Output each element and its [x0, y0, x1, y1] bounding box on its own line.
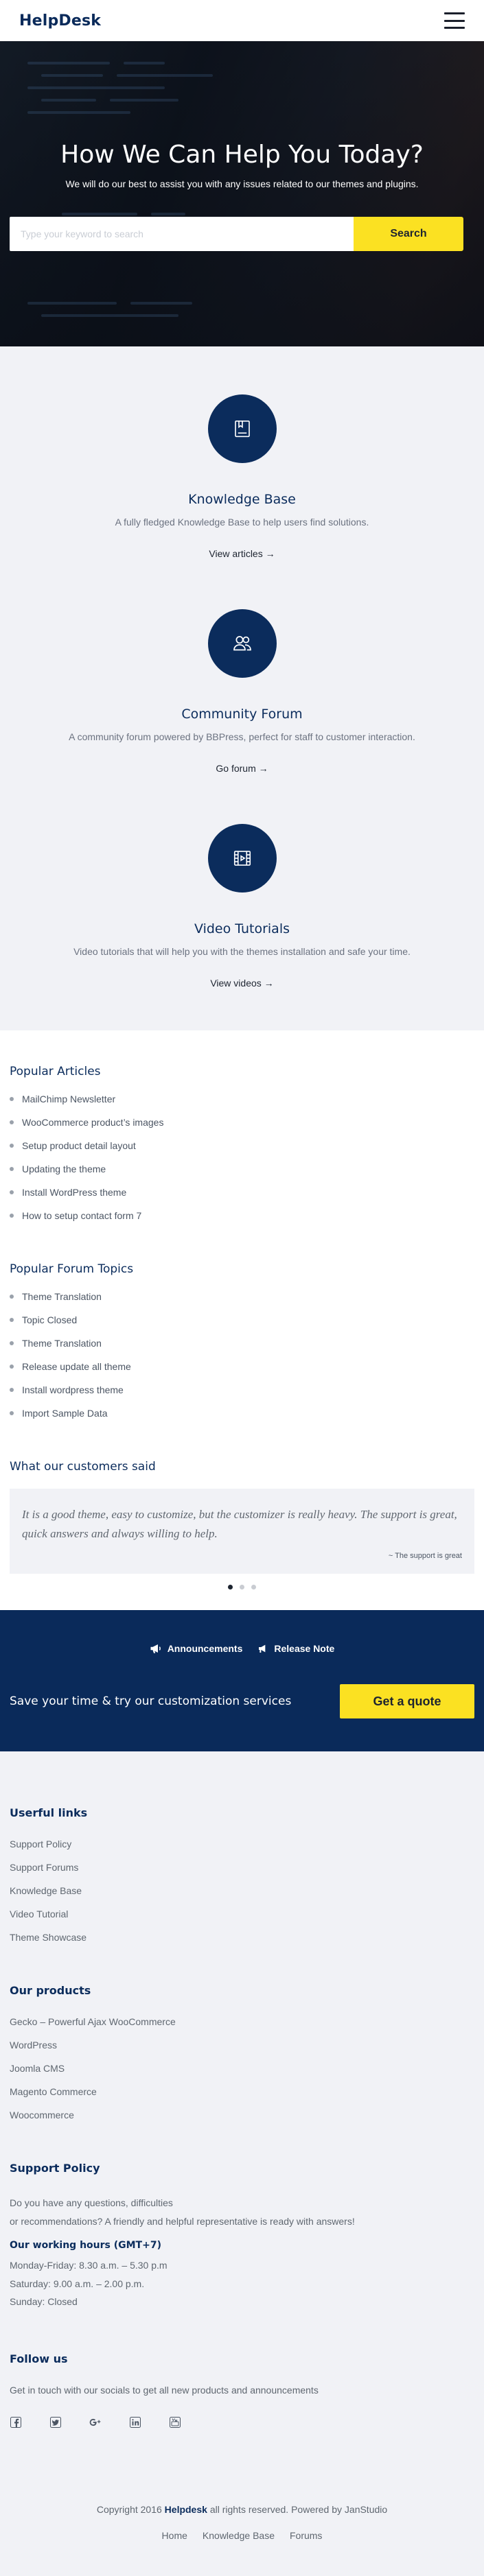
- testimonials-heading: What our customers said: [10, 1460, 156, 1474]
- hours-line: Saturday: 9.00 a.m. – 2.00 p.m.: [10, 2278, 145, 2289]
- go-forum-link[interactable]: Go forum →: [216, 763, 268, 774]
- megaphone-icon: [150, 1643, 162, 1654]
- working-hours: [10, 2256, 474, 2311]
- hours-line: Monday-Friday: 8.30 a.m. – 5.30 p.m: [10, 2260, 168, 2271]
- bottom-nav: [10, 2530, 474, 2541]
- list-item[interactable]: Install wordpress theme: [10, 1384, 474, 1395]
- follow-heading: Follow us: [10, 2352, 68, 2366]
- search-bar: [10, 217, 463, 251]
- list-item[interactable]: How to setup contact form 7: [10, 1210, 474, 1221]
- announcements-link[interactable]: Announcements: [150, 1643, 243, 1654]
- bottom-nav-knowledge-base[interactable]: Knowledge Base: [202, 2530, 275, 2542]
- useful-links-list: [10, 1839, 474, 1943]
- feature-community-forum: [0, 609, 484, 775]
- testimonial-author: ~ The support is great: [388, 1552, 462, 1561]
- popular-topics-list: [10, 1291, 474, 1419]
- footer-link[interactable]: Magento Commerce: [10, 2086, 97, 2098]
- hero-subtitle: We will do our best to assist you with any issues related to our themes and plugins.: [65, 178, 419, 189]
- carousel-dot[interactable]: [251, 1585, 256, 1590]
- feature-title: Community Forum: [181, 707, 303, 722]
- list-item[interactable]: Updating the theme: [10, 1163, 474, 1174]
- bullhorn-icon: [257, 1643, 268, 1654]
- testimonial-quote: It is a good theme, easy to customize, but the customizer is really heavy. The support is great, quick answers and always willing to help.: [22, 1508, 457, 1541]
- feature-video-tutorials: [0, 824, 484, 989]
- list-item[interactable]: Release update all theme: [10, 1361, 474, 1372]
- footer-link[interactable]: Gecko – Powerful Ajax WooCommerce: [10, 2016, 176, 2028]
- facebook-icon[interactable]: [10, 2416, 22, 2429]
- list-item[interactable]: Topic Closed: [10, 1314, 474, 1325]
- cta-links: [10, 1643, 474, 1654]
- cta-text: Save your time & try our customization services: [10, 1694, 292, 1709]
- footer-link[interactable]: Theme Showcase: [10, 1932, 87, 1943]
- bottom-nav-home[interactable]: Home: [161, 2530, 187, 2542]
- support-text: or recommendations? A friendly and helpful representative is ready with answers!: [10, 2215, 355, 2227]
- linkedin-icon[interactable]: [129, 2416, 141, 2429]
- carousel-dot[interactable]: [240, 1585, 244, 1590]
- search-input[interactable]: [10, 217, 354, 251]
- footer-link[interactable]: Video Tutorial: [10, 1909, 69, 1920]
- support-policy: [10, 2162, 474, 2311]
- get-quote-button[interactable]: Get a quote: [340, 1684, 474, 1718]
- youtube-icon[interactable]: [169, 2416, 181, 2429]
- features-section: [0, 346, 484, 1030]
- menu-icon[interactable]: [444, 12, 465, 29]
- feature-title: Knowledge Base: [188, 492, 296, 507]
- site-footer: [0, 1751, 484, 2568]
- list-item[interactable]: Import Sample Data: [10, 1408, 474, 1419]
- carousel-dot[interactable]: [228, 1585, 233, 1590]
- search-button[interactable]: Search: [354, 217, 463, 251]
- film-icon: [208, 824, 277, 893]
- hours-heading: Our working hours (GMT+7): [10, 2240, 161, 2252]
- list-item[interactable]: WooCommerce product’s images: [10, 1117, 474, 1128]
- release-note-link[interactable]: Release Note: [257, 1643, 334, 1654]
- feature-description: A community forum powered by BBPress, perfect for staff to customer interaction.: [69, 731, 415, 742]
- content-section: [0, 1030, 484, 1610]
- feature-title: Video Tutorials: [194, 921, 290, 936]
- copyright: [10, 2504, 474, 2515]
- popular-topics-heading: Popular Forum Topics: [10, 1262, 134, 1276]
- twitter-icon[interactable]: [49, 2416, 62, 2429]
- footer-link[interactable]: Woocommerce: [10, 2110, 74, 2121]
- cta-section: [0, 1610, 484, 1751]
- popular-articles-heading: Popular Articles: [10, 1065, 101, 1078]
- carousel-dots: [10, 1585, 474, 1590]
- copyright-brand[interactable]: Helpdesk: [164, 2504, 207, 2516]
- products-list: [10, 2016, 474, 2120]
- hero-title: How We Can Help You Today?: [60, 141, 424, 169]
- feature-knowledge-base: [0, 394, 484, 560]
- bottom-nav-forums[interactable]: Forums: [289, 2530, 323, 2542]
- footer-link[interactable]: Support Policy: [10, 1839, 72, 1850]
- list-item[interactable]: Setup product detail layout: [10, 1140, 474, 1151]
- site-logo[interactable]: HelpDesk: [19, 12, 102, 29]
- feature-description: A fully fledged Knowledge Base to help users find solutions.: [115, 517, 369, 528]
- testimonial-card: [10, 1489, 474, 1574]
- list-item[interactable]: Theme Translation: [10, 1291, 474, 1302]
- book-icon: [208, 394, 277, 463]
- footer-link[interactable]: WordPress: [10, 2040, 57, 2051]
- footer-link[interactable]: Support Forums: [10, 1862, 79, 1874]
- copyright-text: all rights reserved. Powered by JanStudio: [209, 2504, 388, 2516]
- follow-text: Get in touch with our socials to get all new products and announcements: [10, 2385, 319, 2396]
- list-item[interactable]: MailChimp Newsletter: [10, 1094, 474, 1104]
- social-icons: [10, 2416, 474, 2429]
- support-heading: Support Policy: [10, 2162, 100, 2175]
- hero-background: [0, 41, 484, 346]
- products-heading: Our products: [10, 1984, 91, 1998]
- feature-description: Video tutorials that will help you with the themes installation and safe your time.: [73, 946, 411, 957]
- site-header: [0, 0, 484, 41]
- footer-link[interactable]: Knowledge Base: [10, 1885, 82, 1897]
- hours-line: Sunday: Closed: [10, 2296, 78, 2308]
- users-icon: [208, 609, 277, 678]
- view-videos-link[interactable]: View videos →: [210, 978, 274, 989]
- useful-links-heading: Userful links: [10, 1806, 88, 1820]
- list-item[interactable]: Theme Translation: [10, 1338, 474, 1349]
- follow-us: [10, 2352, 474, 2429]
- view-articles-link[interactable]: View articles →: [209, 548, 275, 559]
- google-plus-icon[interactable]: [89, 2416, 102, 2429]
- hero-section: [0, 41, 484, 346]
- list-item[interactable]: Install WordPress theme: [10, 1187, 474, 1198]
- support-text: Do you have any questions, difficulties: [10, 2197, 173, 2209]
- cta-row: [10, 1684, 474, 1718]
- popular-articles-list: [10, 1094, 474, 1221]
- copyright-text: Copyright 2016: [96, 2504, 162, 2516]
- footer-link[interactable]: Joomla CMS: [10, 2063, 65, 2075]
